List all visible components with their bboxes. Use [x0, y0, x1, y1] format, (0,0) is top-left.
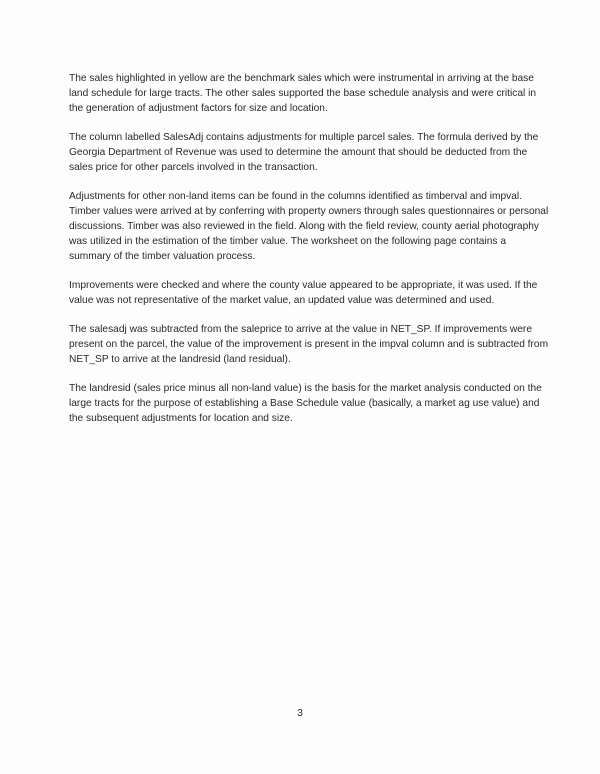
- paragraph-improvements: Improvements were checked and where the county value appeared to be appropriate, it was used. If the value was not representative of the market value, an updated value was determined and used.: [69, 280, 538, 306]
- body-text: [69, 71, 549, 440]
- paragraph-non-land-adjustments: Adjustments for other non-land items can be found in the columns identified as timberval and impval. Timber values were arrived at by conferring with property owners through sales questionnaires or personal discussions. Timber was also reviewed in the field. Along with the field review, county aerial photography was utilized in the estimation of the timber value. The worksheet on the following page contains a summary of the timber valuation process.: [69, 191, 549, 262]
- paragraph-net-sp: The salesadj was subtracted from the saleprice to arrive at the value in NET_SP. If improvements were present on the parcel, the value of the improvement is present in the impval column and is subtracted from NET_SP to arrive at the landresid (land residual).: [69, 324, 549, 365]
- page-number: 3: [297, 708, 303, 719]
- paragraph-salesadj-column: The column labelled SalesAdj contains adjustments for multiple parcel sales. The formula derived by the Georgia Department of Revenue was used to determine the amount that should be deducted from the sales price for other parcels involved in the transaction.: [69, 132, 539, 173]
- paragraph-landresid: The landresid (sales price minus all non-land value) is the basis for the market analysis conducted on the large tracts for the purpose of establishing a Base Schedule value (basically, a market ag use value) and the subsequent adjustments for location and size.: [69, 383, 542, 424]
- paragraph-benchmark-sales: The sales highlighted in yellow are the benchmark sales which were instrumental in arriving at the base land schedule for large tracts. The other sales supported the base schedule analysis and were critical in the generation of adjustment factors for size and location.: [69, 73, 537, 114]
